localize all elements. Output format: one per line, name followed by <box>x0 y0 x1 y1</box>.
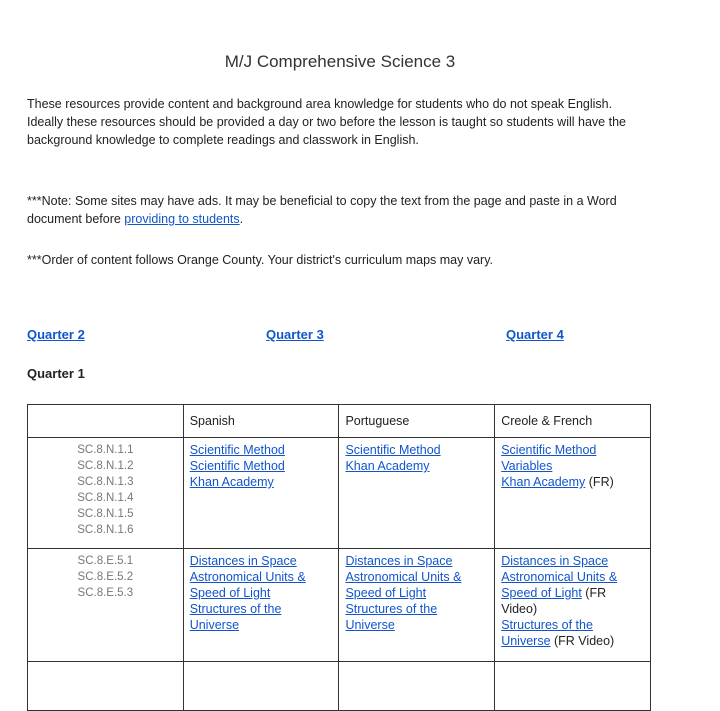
resource-link[interactable]: Structures of the Universe <box>189 602 282 632</box>
resource-language-note: (FR Video) <box>501 586 607 616</box>
resource-table <box>27 404 651 711</box>
header-creole-french: Creole & French <box>495 405 651 438</box>
resource-line <box>190 458 333 474</box>
empty-cell <box>183 662 339 711</box>
resource-link[interactable]: Scientific Method <box>345 443 441 457</box>
resource-line <box>345 601 488 633</box>
note-end: . <box>239 212 244 226</box>
resource-link[interactable]: Structures of the Universe <box>345 602 438 632</box>
quarter-3-link[interactable]: Quarter 3 <box>266 327 324 342</box>
intro-paragraph: These resources provide content and background area knowledge for students who do not speak English. Ideally these resources should be provided a day or two before the lesson is taught so students will have the background knowledge to complete readings and classwork in English. <box>27 97 626 147</box>
standard-code: SC.8.N.1.4 <box>77 492 134 504</box>
quarter-links <box>27 327 647 347</box>
header-blank <box>28 405 184 438</box>
empty-cell <box>28 662 184 711</box>
resource-link[interactable]: Structures of the Universe <box>501 618 593 648</box>
empty-cell <box>339 662 495 711</box>
resource-language-note: (FR) <box>585 475 614 489</box>
resource-line <box>345 553 488 569</box>
quarter-4-link[interactable]: Quarter 4 <box>506 327 564 342</box>
resource-link[interactable]: Astronomical Units & Speed of Light <box>345 570 462 600</box>
resource-line <box>501 458 644 474</box>
resource-link[interactable]: Khan Academy <box>189 475 274 489</box>
resource-line <box>345 569 488 601</box>
empty-cell <box>495 662 651 711</box>
resource-link[interactable]: Distances in Space <box>345 554 453 568</box>
spanish-cell <box>183 438 339 549</box>
resource-line <box>501 569 644 617</box>
resource-line <box>190 474 333 490</box>
resource-line <box>190 601 333 633</box>
resource-link[interactable]: Scientific Method <box>501 443 597 457</box>
standard-code: SC.8.N.1.5 <box>77 508 134 520</box>
portuguese-cell <box>339 438 495 549</box>
resource-link[interactable]: Distances in Space <box>189 554 297 568</box>
section-heading: Quarter 1 <box>27 366 85 381</box>
resource-line <box>190 569 333 601</box>
spanish-cell <box>183 549 339 662</box>
table-header-row <box>28 405 651 438</box>
standard-code: SC.8.E.5.1 <box>77 555 134 567</box>
resource-link[interactable]: Scientific Method <box>189 459 285 473</box>
creole-french-cell <box>495 549 651 662</box>
resource-link[interactable]: Variables <box>501 459 553 473</box>
header-spanish: Spanish <box>183 405 339 438</box>
resource-link[interactable]: Khan Academy <box>501 475 586 489</box>
order-note: ***Order of content follows Orange County. Your district's curriculum maps may vary. <box>27 253 493 267</box>
resource-link[interactable]: Distances in Space <box>501 554 609 568</box>
providing-to-students-link[interactable]: providing to students <box>124 212 240 226</box>
resource-link[interactable]: Astronomical Units & Speed of Light <box>189 570 306 600</box>
resource-line <box>501 617 644 649</box>
resource-link[interactable]: Khan Academy <box>345 459 430 473</box>
table-row <box>28 438 651 549</box>
note-text: ***Note: Some sites may have ads. It may be beneficial to copy the text from the page and paste in a Word document before <box>27 194 617 226</box>
table-row <box>28 662 651 711</box>
resource-line <box>345 442 488 458</box>
standard-code: SC.8.E.5.2 <box>77 571 134 583</box>
header-portuguese: Portuguese <box>339 405 495 438</box>
quarter-2-link[interactable]: Quarter 2 <box>27 327 85 342</box>
resource-language-note: (FR Video) <box>550 634 615 648</box>
standards-cell <box>28 438 184 549</box>
standard-code: SC.8.E.5.3 <box>77 587 134 599</box>
portuguese-cell <box>339 549 495 662</box>
resource-link[interactable]: Astronomical Units & Speed of Light <box>501 570 618 600</box>
resource-line <box>501 442 644 458</box>
resource-line <box>190 553 333 569</box>
resource-line <box>345 458 488 474</box>
standard-code: SC.8.N.1.6 <box>77 524 134 536</box>
standard-code: SC.8.N.1.1 <box>77 444 134 456</box>
standard-code: SC.8.N.1.3 <box>77 476 134 488</box>
note-paragraph <box>27 192 647 228</box>
resource-line <box>501 553 644 569</box>
table-row <box>28 549 651 662</box>
resource-line <box>190 442 333 458</box>
standard-code: SC.8.N.1.2 <box>77 460 134 472</box>
creole-french-cell <box>495 438 651 549</box>
resource-link[interactable]: Scientific Method <box>189 443 285 457</box>
page-title: M/J Comprehensive Science 3 <box>224 52 456 71</box>
resource-line <box>501 474 644 490</box>
standards-cell <box>28 549 184 662</box>
